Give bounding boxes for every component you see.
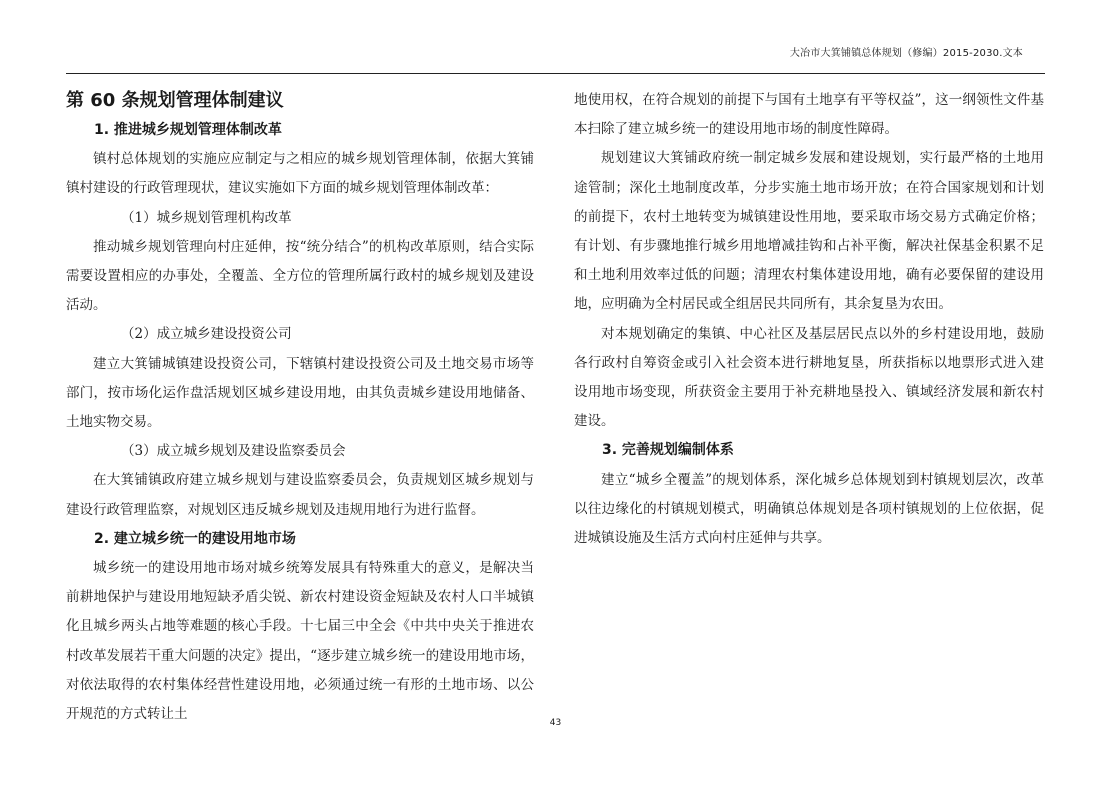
- subheading-2: （2）成立城乡建设投资公司: [121, 326, 292, 343]
- paragraph: 城乡统一的建设用地市场对城乡统筹发展具有特殊重大的意义，是解决当前耕地保护与建设用地短缺矛盾尖锐、新农村建设资金短缺及农村人口半城镇化且城乡两头占地等难题的核心手段。十七届三中全会《中共中央关于推进农村改革发展若干重大问题的决定》提出，“逐步建立城乡统一的建设用地市场，对依法取得的农村集体经营性建设用地，必须通过统一有形的土地市场、以公开规范的方式转让土: [66, 560, 534, 723]
- paragraph-continued: 地使用权，在符合规划的前提下与国有土地享有平等权益”，这一纲领性文件基本扫除了建立城乡统一的建设用地市场的制度性障碍。: [574, 92, 1044, 138]
- left-column: [66, 86, 534, 729]
- paragraph: 推动城乡规划管理向村庄延伸，按“统分结合”的机构改革原则，结合实际需要设置相应的办事处，全覆盖、全方位的管理所属行政村的城乡规划及建设活动。: [66, 238, 534, 314]
- paragraph: 对本规划确定的集镇、中心社区及基层居民点以外的乡村建设用地，鼓励各行政村自筹资金或引入社会资本进行耕地复垦，所获指标以地票形式进入建设用地市场变现，所获资金主要用于补充耕地垦投入、镇域经济发展和新农村建设。: [574, 325, 1044, 430]
- section-heading-1: 1. 推进城乡规划管理体制改革: [94, 122, 282, 138]
- page-number: 43: [549, 718, 562, 728]
- paragraph: 建立“城乡全覆盖”的规划体系，深化城乡总体规划到村镇规划层次，改革以往边缘化的村镇规划模式，明确镇总体规划是各项村镇规划的上位依据，促进城镇设施及生活方式向村庄延伸与共享。: [574, 471, 1044, 547]
- section-heading-3: 3. 完善规划编制体系: [602, 442, 734, 459]
- subheading-1: （1）城乡规划管理机构改革: [121, 209, 292, 226]
- running-header: 大冶市大箕铺镇总体规划（修编）2015-2030.文本: [789, 48, 1023, 59]
- paragraph: 镇村总体规划的实施应应制定与之相应的城乡规划管理体制，依据大箕铺镇村建设的行政管理现状，建议实施如下方面的城乡规划管理体制改革：: [66, 151, 534, 197]
- paragraph: 规划建议大箕铺政府统一制定城乡发展和建设规划，实行最严格的土地用途管制；深化土地制度改革，分步实施土地市场开放；在符合国家规划和计划的前提下，农村土地转变为城镇建设性用地，要采取市场交易方式确定价格；有计划、有步骤地推行城乡用地增减挂钩和占补平衡，解决社保基金积累不足和土地利用效率过低的问题；清理农村集体建设用地，确有必要保留的建设用地，应明确为全村居民或全组居民共同所有，其余复垦为农田。: [574, 150, 1044, 313]
- paragraph: 建立大箕铺城镇建设投资公司，下辖镇村建设投资公司及土地交易市场等部门，按市场化运作盘活规划区城乡建设用地，由其负责城乡建设用地储备、土地实物交易。: [66, 355, 534, 431]
- subheading-3: （3）成立城乡规划及建设监察委员会: [121, 443, 346, 460]
- right-column: [574, 86, 1044, 553]
- article-title: 第 60 条规划管理体制建议: [66, 90, 284, 111]
- header-rule: [66, 73, 1045, 74]
- paragraph: 在大箕铺镇政府建立城乡规划与建设监察委员会，负责规划区城乡规划与建设行政管理监察，对规划区违反城乡规划及违规用地行为进行监督。: [66, 472, 534, 518]
- section-heading-2: 2. 建立城乡统一的建设用地市场: [94, 530, 296, 547]
